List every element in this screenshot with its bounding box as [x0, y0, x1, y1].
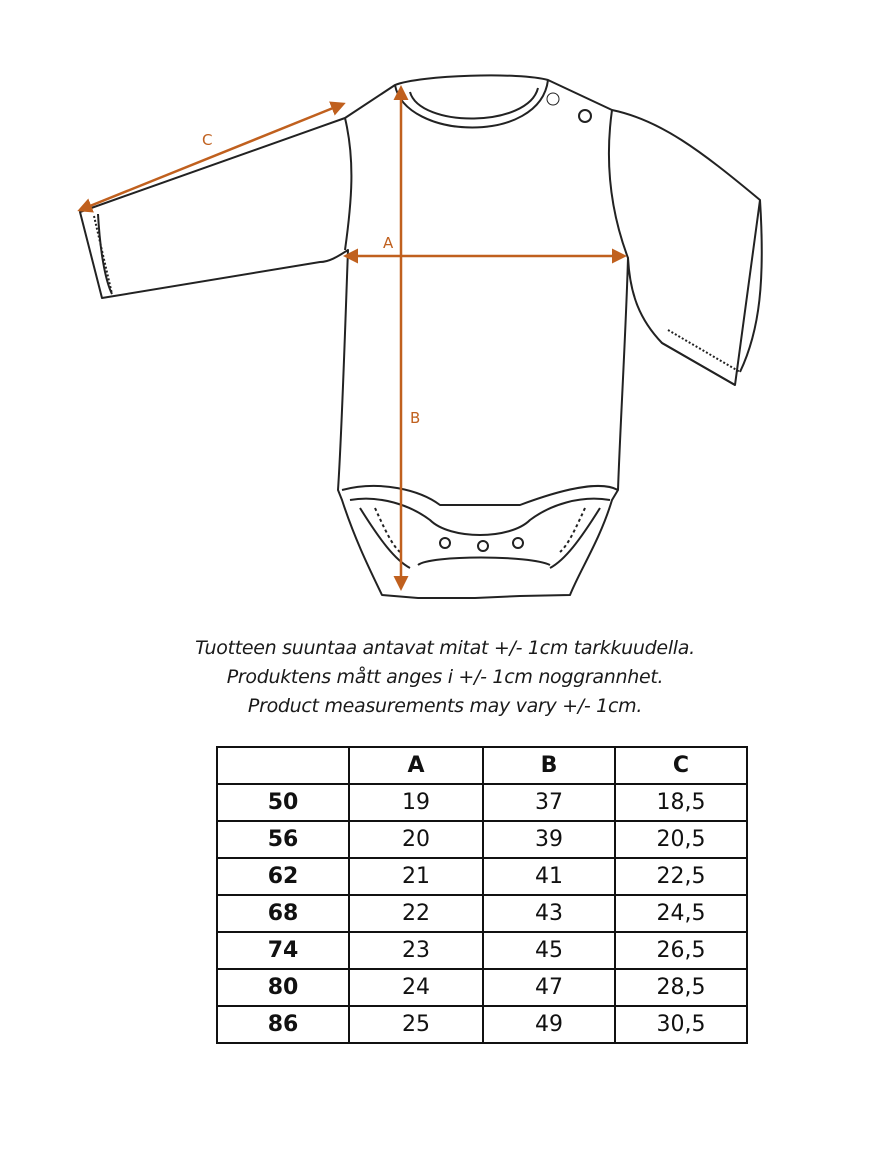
size-cell: 62	[217, 858, 349, 895]
b-cell: 43	[483, 895, 615, 932]
label-a: A	[383, 234, 394, 252]
a-cell: 24	[349, 969, 483, 1006]
note-swedish: Produktens mått anges i +/- 1cm noggrannhet.	[226, 666, 664, 688]
a-cell: 23	[349, 932, 483, 969]
arrow-c	[80, 104, 343, 210]
size-table	[216, 746, 748, 1044]
size-cell: 86	[217, 1006, 349, 1043]
size-cell: 80	[217, 969, 349, 1006]
label-b: B	[410, 409, 421, 427]
header-a: A	[349, 747, 483, 784]
c-cell: 18,5	[615, 784, 747, 821]
b-cell: 47	[483, 969, 615, 1006]
b-cell: 45	[483, 932, 615, 969]
c-cell: 26,5	[615, 932, 747, 969]
label-c: C	[202, 131, 213, 149]
a-cell: 22	[349, 895, 483, 932]
a-cell: 25	[349, 1006, 483, 1043]
bodysuit-outline	[80, 75, 762, 598]
measurement-notes	[0, 634, 890, 721]
table-row	[217, 969, 747, 1006]
a-cell: 20	[349, 821, 483, 858]
table-header-row	[217, 747, 747, 784]
size-cell: 68	[217, 895, 349, 932]
table-row	[217, 932, 747, 969]
header-c: C	[615, 747, 747, 784]
c-cell: 20,5	[615, 821, 747, 858]
b-cell: 49	[483, 1006, 615, 1043]
size-cell: 50	[217, 784, 349, 821]
b-cell: 37	[483, 784, 615, 821]
table-row	[217, 858, 747, 895]
size-cell: 74	[217, 932, 349, 969]
note-english: Product measurements may vary +/- 1cm.	[247, 695, 643, 717]
table-row	[217, 895, 747, 932]
table-row	[217, 1006, 747, 1043]
header-size	[217, 747, 349, 784]
table-row	[217, 821, 747, 858]
c-cell: 28,5	[615, 969, 747, 1006]
note-finnish: Tuotteen suuntaa antavat mitat +/- 1cm tarkkuudella.	[195, 637, 695, 659]
table-row	[217, 784, 747, 821]
c-cell: 24,5	[615, 895, 747, 932]
a-cell: 19	[349, 784, 483, 821]
size-cell: 56	[217, 821, 349, 858]
b-cell: 39	[483, 821, 615, 858]
a-cell: 21	[349, 858, 483, 895]
c-cell: 22,5	[615, 858, 747, 895]
b-cell: 41	[483, 858, 615, 895]
snap-buttons	[440, 93, 591, 551]
header-b: B	[483, 747, 615, 784]
c-cell: 30,5	[615, 1006, 747, 1043]
